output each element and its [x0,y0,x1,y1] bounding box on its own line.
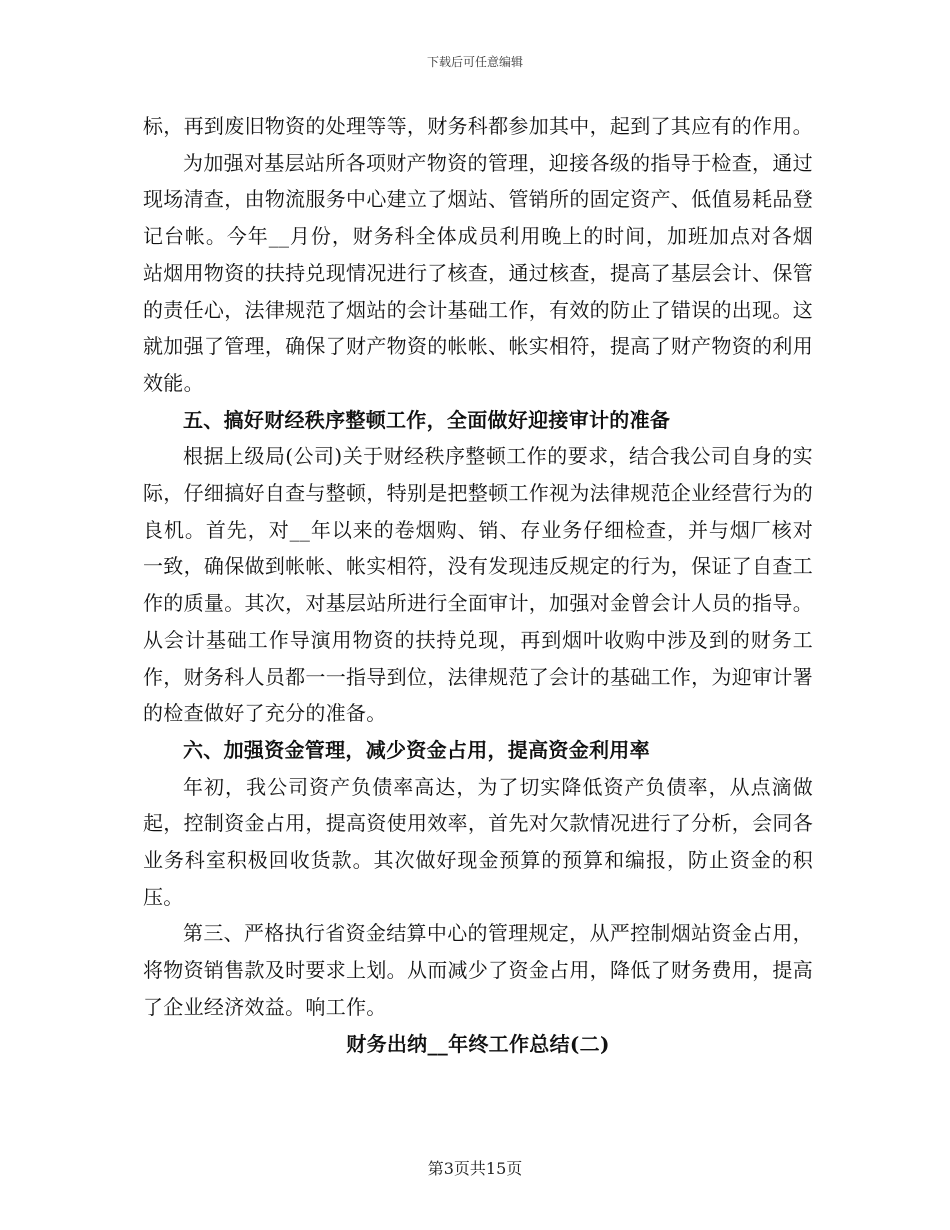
document-body [143,108,813,1062]
section-heading-6: 六、加强资金管理，减少资金占用，提高资金利用率 [183,737,650,762]
paragraph-funds-management: 年初，我公司资产负债率高达，为了切实降低资产负债率，从点滴做起，控制资金占用，提高资使用效率，首先对欠款情况进行了分析，会同各业务科室积极回收货款。其次做好现金预算的预算和编报，防止资金的积压。 [143,774,813,909]
header-note: 下载后可任意编辑 [426,55,523,69]
page-number: 第3页共15页 [427,1159,523,1178]
section-heading-5: 五、搞好财经秩序整顿工作，全面做好迎接审计的准备 [183,407,671,432]
paragraph-asset-management: 为加强对基层站所各项财产物资的管理，迎接各级的指导于检查，通过现场清查，由物流服务中心建立了烟站、管销所的固定资产、低值易耗品登记台帐。今年__月份，财务科全体成员利用晚上的时间，加班加点对各烟站烟用物资的扶持兑现情况进行了核查，通过核查，提高了基层会计、保管的责任心，法律规范了烟站的会计基础工作，有效的防止了错误的出现。这就加强了管理，确保了财产物资的帐帐、帐实相符，提高了财产物资的利用效能。 [143,150,813,395]
paragraph-continuation: 标，再到废旧物资的处理等等，财务科都参加其中，起到了其应有的作用。 [143,114,813,138]
paragraph-audit-preparation: 根据上级局(公司)关于财经秩序整顿工作的要求，结合我公司自身的实际，仔细搞好自查与整顿，特别是把整顿工作视为法律规范企业经营行为的良机。首先，对__年以来的卷烟购、销、存业务仔细检查，并与烟厂核对一致，确保做到帐帐、帐实相符，没有发现违反规定的行为，保证了自查工作的质量。其次，对基层站所进行全面审计，加强对金曾会计人员的指导。从会计基础工作导演用物资的扶持兑现，再到烟叶收购中涉及到的财务工作，财务科人员都一一指导到位，法律规范了会计的基础工作，为迎审计署的检查做好了充分的准备。 [143,444,813,726]
document-subtitle: 财务出纳__年终工作总结(二) [346,1031,610,1056]
paragraph-third-point: 第三、严格执行省资金结算中心的管理规定，从严控制烟站资金占用，将物资销售款及时要求上划。从而减少了资金占用，降低了财务费用，提高了企业经济效益。响工作。 [143,921,813,1019]
